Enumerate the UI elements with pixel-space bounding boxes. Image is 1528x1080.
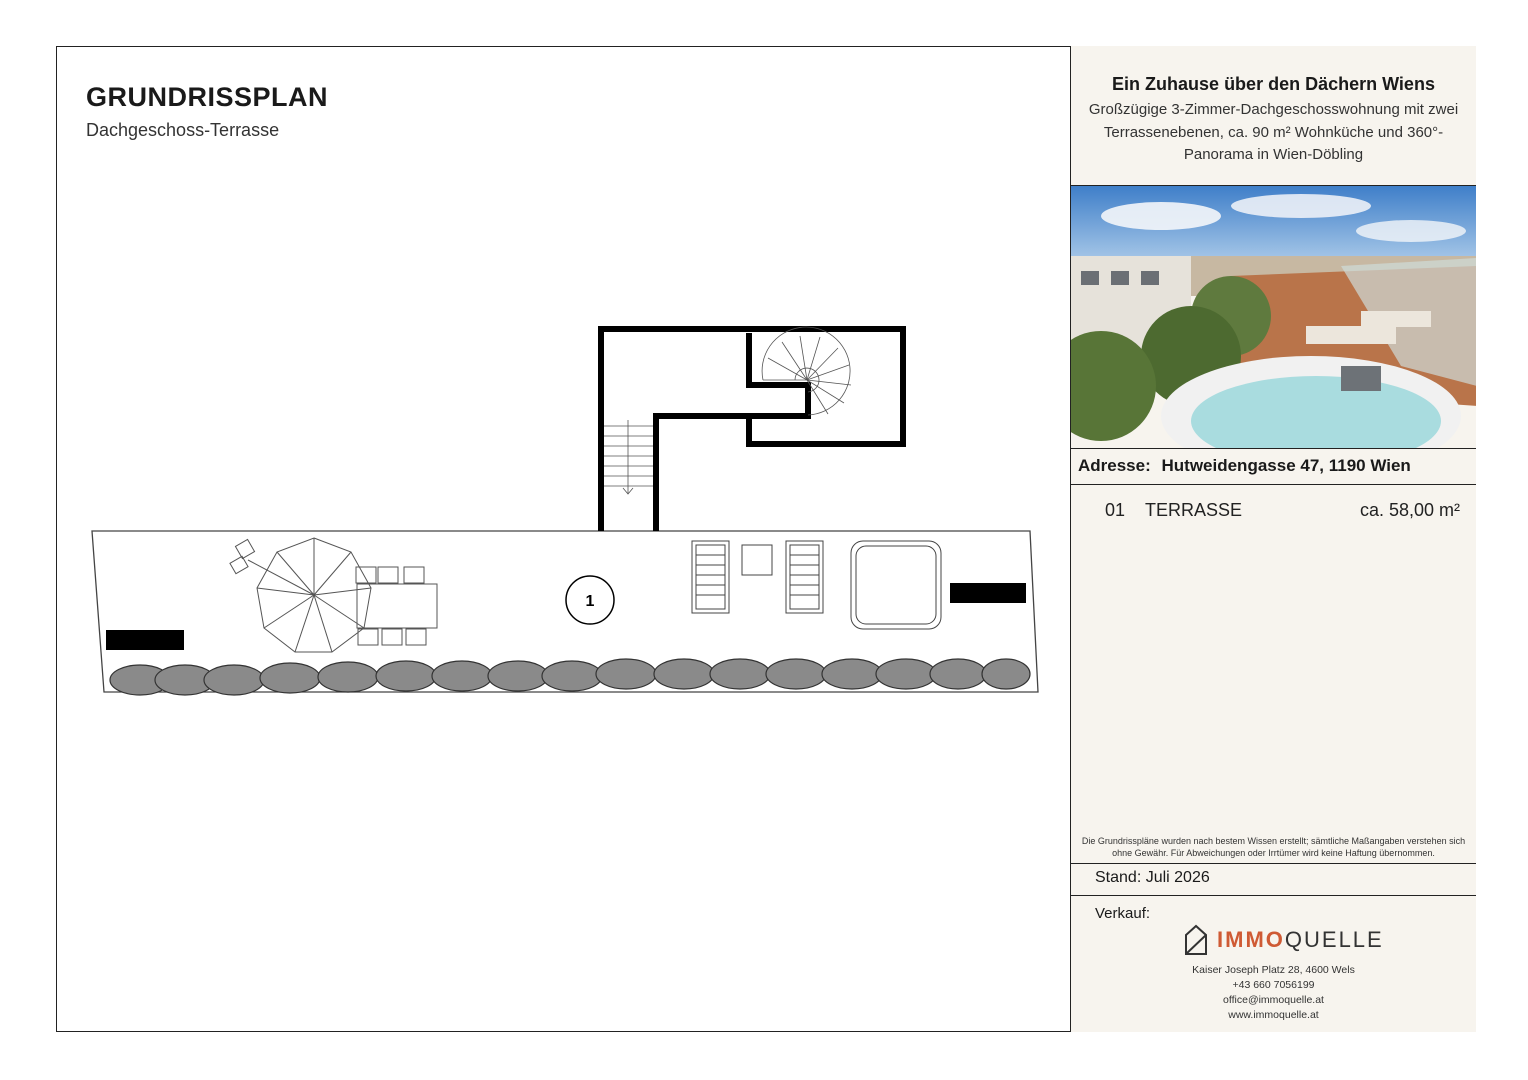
house-logo-icon bbox=[1183, 923, 1209, 957]
room-area: ca. 58,00 m² bbox=[1359, 500, 1460, 520]
contact-web[interactable]: www.immoquelle.at bbox=[1228, 1009, 1319, 1021]
immoquelle-logo bbox=[1183, 922, 1384, 958]
divider bbox=[1071, 448, 1476, 449]
umbrella bbox=[230, 538, 371, 652]
wall-stub-left bbox=[106, 630, 184, 650]
listing-description: Großzügige 3-Zimmer-Dachgeschosswohnung mit zwei Terrassenebenen, ca. 90 m² Wohnküche und 360°-Panorama in Wien-Döbling bbox=[1088, 101, 1459, 163]
side-table bbox=[742, 545, 772, 575]
straight-stairs bbox=[604, 420, 653, 494]
contact-phone[interactable]: +43 660 7056199 bbox=[1232, 979, 1315, 991]
address-value: Hutweidengasse 47, 1190 Wien bbox=[1161, 456, 1411, 475]
disclaimer: Die Grundrisspläne wurden nach bestem Wissen erstellt; sämtliche Maßangaben verstehen sich ohne Gewähr. Für Abweichungen oder Irrtümer wird keine Haftung übernommen. bbox=[1081, 836, 1466, 858]
info-sidebar bbox=[1070, 46, 1476, 1032]
divider bbox=[1071, 863, 1476, 864]
address-label: Adresse: bbox=[1078, 456, 1151, 475]
whirlpool bbox=[851, 541, 941, 629]
room-name: TERRASSE bbox=[1145, 500, 1243, 520]
terrace-photo bbox=[1071, 186, 1476, 448]
listing-headline: Ein Zuhause über den Dächern Wiens bbox=[1112, 74, 1435, 94]
contact-email[interactable]: office@immoquelle.at bbox=[1223, 994, 1324, 1006]
room-marker-label: 1 bbox=[585, 593, 595, 610]
address bbox=[1078, 456, 1411, 476]
divider bbox=[1071, 895, 1476, 896]
contact-address: Kaiser Joseph Platz 28, 4600 Wels bbox=[1192, 964, 1355, 976]
wall-stub-right bbox=[950, 583, 1026, 603]
logo-part-quelle: QUELLE bbox=[1284, 927, 1384, 952]
contact-block bbox=[1071, 963, 1476, 1023]
logo-part-immo: IMMO bbox=[1217, 927, 1285, 952]
stand-date: Stand: Juli 2026 bbox=[1095, 869, 1210, 886]
hedge bbox=[110, 659, 1030, 695]
stair-enclosure bbox=[601, 329, 903, 531]
plan-title: GRUNDRISSPLAN bbox=[86, 82, 329, 112]
room-number: 01 bbox=[1105, 500, 1126, 520]
divider bbox=[1071, 484, 1476, 485]
sun-lounger-left bbox=[692, 541, 729, 613]
verkauf-label: Verkauf: bbox=[1095, 905, 1151, 922]
sun-lounger-right bbox=[786, 541, 823, 613]
plan-subtitle: Dachgeschoss-Terrasse bbox=[86, 120, 280, 140]
